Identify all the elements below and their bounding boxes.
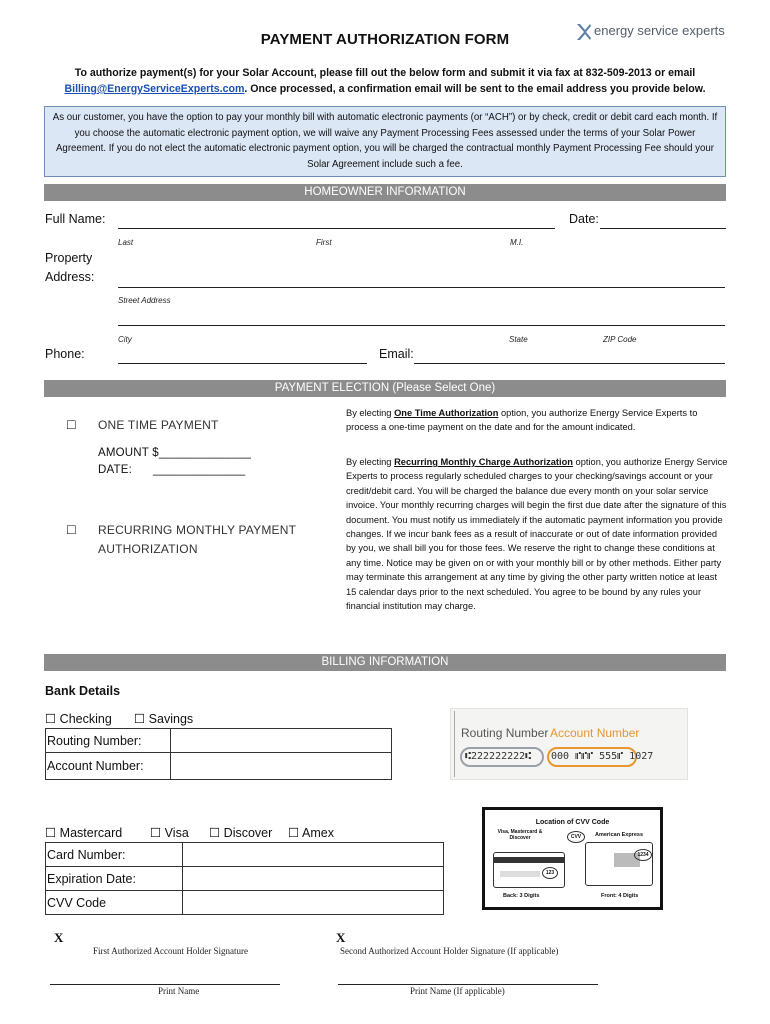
one-time-description (346, 406, 728, 435)
property-label-line-2: Address: (45, 270, 95, 284)
check-edge-line (454, 711, 455, 777)
city-state-zip-field[interactable] (118, 325, 725, 326)
cvv-image-inner (485, 810, 660, 907)
cvv-row (46, 891, 444, 915)
second-signature-x: X (336, 930, 346, 945)
amount-field[interactable]: AMOUNT $______________ (98, 447, 252, 459)
card-details-table (45, 842, 444, 915)
middle-initial-caption: M.I. (510, 238, 524, 247)
payment-date-label: DATE: (98, 464, 133, 476)
intro-text (30, 65, 740, 97)
cvv-bubble: CVV (567, 831, 585, 843)
recurring-label-line-1: RECURRING MONTHLY PAYMENT (98, 523, 297, 537)
routing-number-caption: Routing Number (461, 726, 549, 740)
card-front-illustration (585, 842, 653, 886)
print-name-field[interactable] (50, 984, 280, 985)
card-number-label: Card Number: (46, 843, 183, 867)
full-name-label: Full Name: (45, 212, 106, 226)
mastercard-checkbox[interactable]: ☐ Mastercard (45, 826, 123, 840)
routing-row (46, 729, 392, 753)
discover-checkbox[interactable]: ☐ Discover (209, 826, 273, 840)
one-time-label: ONE TIME PAYMENT (98, 418, 219, 432)
account-digits: 000 ⑈⑈⑈ 555⑈ 1027 (551, 751, 654, 762)
full-name-field[interactable] (118, 228, 555, 229)
cvv-code-input[interactable] (183, 891, 444, 915)
one-time-checkbox[interactable]: ☐ (66, 418, 77, 432)
zip-caption: ZIP Code (603, 335, 637, 344)
email-field[interactable] (414, 363, 725, 364)
routing-number-input[interactable] (171, 729, 392, 753)
intro-line-2: . Once processed, a confirmation email will be sent to the email address you provide below. (244, 83, 706, 95)
first-signature-x: X (54, 930, 64, 945)
account-number-caption: Account Number (550, 726, 640, 740)
second-signature-caption: Second Authorized Account Holder Signature (If applicable) (340, 946, 559, 956)
savings-checkbox[interactable]: ☐ Savings (134, 712, 194, 726)
company-logo (576, 22, 736, 46)
card-number-row (46, 843, 444, 867)
billing-email-link[interactable]: Billing@EnergyServiceExperts.com (64, 83, 245, 95)
print-name-optional-caption: Print Name (If applicable) (410, 986, 505, 996)
logo-text: energy service experts (594, 23, 725, 38)
routing-digits: ⑆222222222⑆ (465, 751, 532, 762)
city-caption: City (118, 335, 132, 344)
first-name-caption: First (316, 238, 332, 247)
card-back-illustration (493, 852, 565, 888)
cvv-location-image (482, 807, 663, 910)
recurring-text-post: option, you authorize Energy Service Experts to process regularly scheduled charges to your checking/savings account or your credit/debit card. You will be charged the balance due every month on your solar service invoice. Your monthly recurring charges will begin the first due date after the signature of this document. You must notify us immediately if the automatic payment information you provide changes. If we incur bank fees as a result of inaccurate or out of date information provided by you, we shall bill you for those fees. We reserve the right to change these conditions at any time. Notice may be given on or with your monthly bill or by other methods. Either party may terminate this arrangement at any time by giving the other party written notice at least 15 calendar days prior to the next scheduled. You agree to be bound by any rules your financial institution may charge. (346, 457, 728, 612)
street-address-caption: Street Address (118, 296, 171, 305)
expiration-row (46, 867, 444, 891)
expiration-date-label: Expiration Date: (46, 867, 183, 891)
bank-details-table (45, 728, 392, 780)
cvv-front-caption: Front: 4 Digits (601, 893, 639, 899)
date-field[interactable] (600, 228, 726, 229)
state-caption: State (509, 335, 528, 344)
cvv-back-caption: Back: 3 Digits (503, 893, 540, 899)
one-time-text-post: option, you authorize Energy Service Experts to process a one-time payment on the date and for the amount indicated. (346, 408, 698, 433)
email-label: Email: (379, 347, 414, 361)
card-number-input[interactable] (183, 843, 444, 867)
check-routing-image (450, 708, 688, 780)
print-name-optional-field[interactable] (338, 984, 598, 985)
billing-section-header: BILLING INFORMATION (44, 654, 726, 671)
cvv-amex-label: American Express (595, 832, 643, 838)
recurring-checkbox[interactable]: ☐ (66, 523, 77, 537)
account-number-input[interactable] (171, 753, 392, 780)
property-label-line-1: Property (45, 251, 93, 265)
recurring-text-emphasis: Recurring Monthly Charge Authorization (394, 457, 573, 467)
cvv-image-title: Location of CVV Code (535, 819, 610, 826)
street-address-field[interactable] (118, 287, 725, 288)
card-signature-strip (500, 871, 540, 877)
payment-section-header: PAYMENT ELECTION (Please Select One) (44, 380, 726, 397)
cvv-back-code: 123 (542, 867, 558, 879)
recurring-description (346, 455, 728, 613)
ach-notice-box: As our customer, you have the option to pay your monthly bill with automatic electronic payments (or “ACH”) or by check, credit or debit card each month. If you choose the automatic electronic payment option, we will waive any Payment Processing Fees assessed under the terms of your Solar Power Agreement. If you do not elect the automatic electronic payment option, you will be charged the contractual monthly Payment Processing Fee should your Solar Agreement include such a fee. (44, 106, 726, 177)
payment-date-field[interactable]: ______________ (153, 464, 246, 476)
expiration-date-input[interactable] (183, 867, 444, 891)
print-name-caption: Print Name (158, 986, 200, 996)
page-title: PAYMENT AUTHORIZATION FORM (260, 31, 510, 48)
account-number-label: Account Number: (46, 753, 171, 780)
routing-number-label: Routing Number: (46, 729, 171, 753)
one-time-text-pre: By electing (346, 408, 395, 418)
checking-checkbox[interactable]: ☐ Checking (45, 712, 112, 726)
first-signature-caption: First Authorized Account Holder Signature (93, 946, 248, 956)
intro-line-1: To authorize payment(s) for your Solar Account, please fill out the below form and submit it via fax at 832-509-2013 or email (74, 67, 696, 79)
recurring-text-pre: By electing (346, 457, 395, 467)
last-name-caption: Last (118, 238, 134, 247)
visa-checkbox[interactable]: ☐ Visa (150, 826, 189, 840)
amex-checkbox[interactable]: ☐ Amex (288, 826, 334, 840)
phone-label: Phone: (45, 347, 85, 361)
account-row (46, 753, 392, 780)
cvv-visa-label: Visa, Mastercard & Discover (497, 829, 543, 841)
card-magnetic-strip (494, 857, 564, 863)
cvv-code-label: CVV Code (46, 891, 183, 915)
date-label: Date: (569, 212, 599, 226)
recurring-label-line-2: AUTHORIZATION (98, 542, 198, 556)
cvv-front-code: 1234 (634, 849, 652, 861)
one-time-text-emphasis: One Time Authorization (394, 408, 499, 418)
x-wing-logo-icon (576, 23, 592, 41)
homeowner-section-header: HOMEOWNER INFORMATION (44, 184, 726, 201)
bank-details-heading: Bank Details (45, 684, 121, 698)
phone-field[interactable] (118, 363, 367, 364)
